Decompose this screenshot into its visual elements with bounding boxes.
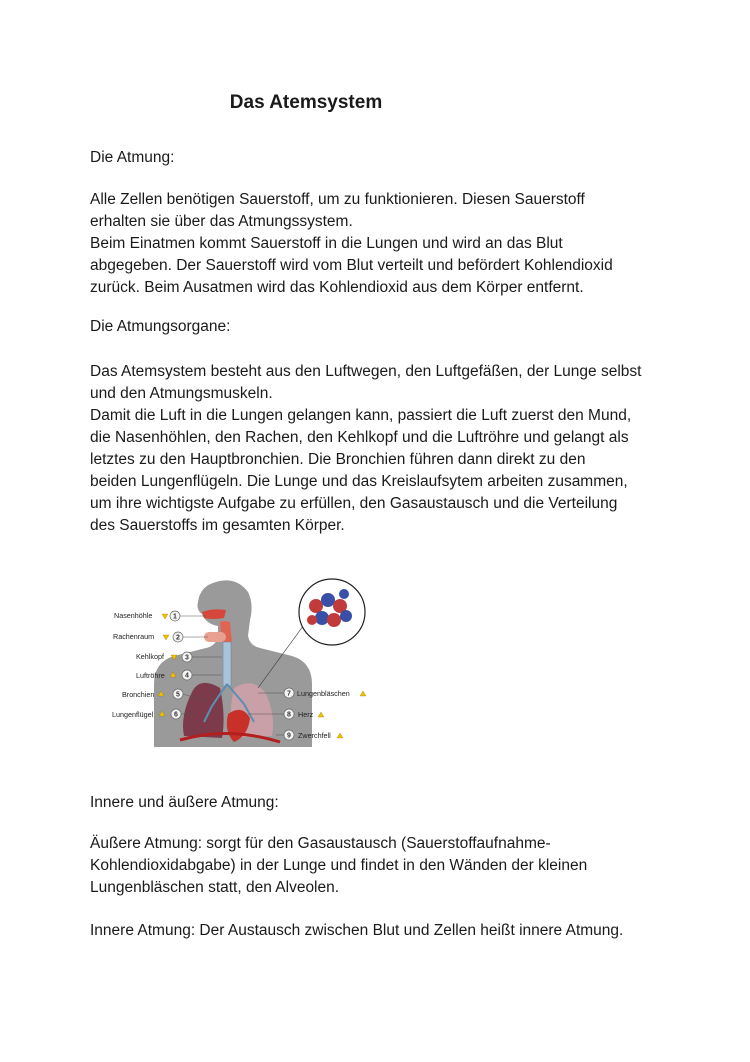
svg-text:3: 3	[185, 654, 189, 662]
svg-text:7: 7	[287, 690, 291, 698]
svg-text:Rachenraum: Rachenraum	[113, 632, 155, 641]
paragraph-atmung	[90, 189, 670, 299]
text-line: des Sauerstoffs im gesamten Körper.	[90, 517, 345, 534]
svg-text:Herz: Herz	[298, 710, 314, 719]
respiratory-system-diagram	[108, 576, 370, 748]
text-line: zurück. Beim Ausatmen wird das Kohlendioxid aus dem Körper entfernt.	[90, 279, 584, 296]
section-heading-organe: Die Atmungsorgane:	[90, 318, 231, 335]
label-9	[276, 730, 343, 740]
label-6	[112, 709, 192, 719]
section-heading-atmung: Die Atmung:	[90, 149, 175, 166]
text-line: Das Atemsystem besteht aus den Luftwegen, den Luftgefäßen, der Lunge selbst	[90, 363, 642, 380]
svg-text:2: 2	[176, 634, 180, 642]
text-line: erhalten sie über das Atmungssystem.	[90, 213, 353, 230]
paragraph-innere-atmung	[90, 920, 670, 942]
paragraph-aeussere-atmung	[90, 833, 670, 899]
label-2	[113, 632, 208, 642]
text-line: Lungenbläschen statt, den Alveolen.	[90, 879, 340, 896]
paragraph-organe	[90, 361, 670, 537]
text-line: Innere Atmung: Der Austausch zwischen Blut und Zellen heißt innere Atmung.	[90, 922, 624, 939]
text-line: Äußere Atmung: sorgt für den Gasaustausch (Sauerstoffaufnahme-	[90, 835, 551, 852]
text-line: um ihre wichtigste Aufgabe zu erfüllen, den Gasaustausch und die Verteilung	[90, 495, 618, 512]
trachea	[223, 642, 231, 686]
svg-text:4: 4	[185, 672, 189, 680]
svg-text:Lungenbläschen: Lungenbläschen	[297, 689, 350, 698]
svg-text:Lungenflügel: Lungenflügel	[112, 710, 154, 719]
text-line: die Nasenhöhlen, den Rachen, den Kehlkopf und die Luftröhre und gelangt als	[90, 429, 629, 446]
svg-text:5: 5	[176, 691, 180, 699]
svg-text:Bronchien: Bronchien	[122, 690, 155, 699]
text-line: beiden Lungenflügeln. Die Lunge und das Kreislaufsytem arbeiten zusammen,	[90, 473, 628, 490]
svg-text:Kehlkopf: Kehlkopf	[136, 652, 164, 661]
text-line: und den Atmungsmuskeln.	[90, 385, 273, 402]
alveoli-inset	[299, 579, 365, 645]
svg-text:Nasenhöhle: Nasenhöhle	[114, 611, 153, 620]
label-1	[114, 611, 206, 621]
text-line: letztes zu den Hauptbronchien. Die Bronchien führen dann direkt zu den	[90, 451, 586, 468]
text-line: Beim Einatmen kommt Sauerstoff in die Lungen und wird an das Blut	[90, 235, 563, 252]
text-line: Kohlendioxidabgabe) in der Lunge und findet in den Wänden der kleinen	[90, 857, 588, 874]
section-heading-innere-aeussere: Innere und äußere Atmung:	[90, 794, 279, 811]
svg-text:6: 6	[174, 711, 178, 719]
svg-text:Zwerchfell: Zwerchfell	[298, 731, 331, 740]
svg-text:Luftröhre: Luftröhre	[136, 671, 165, 680]
page-title: Das Atemsystem	[229, 92, 383, 113]
text-line: Damit die Luft in die Lungen gelangen kann, passiert die Luft zuerst den Mund,	[90, 407, 632, 424]
svg-text:1: 1	[173, 613, 177, 621]
text-line: Alle Zellen benötigen Sauerstoff, um zu funktionieren. Diesen Sauerstoff	[90, 191, 585, 208]
text-line: abgegeben. Der Sauerstoff wird vom Blut verteilt und befördert Kohlendioxid	[90, 257, 613, 274]
svg-text:9: 9	[287, 732, 291, 740]
svg-text:8: 8	[287, 711, 291, 719]
